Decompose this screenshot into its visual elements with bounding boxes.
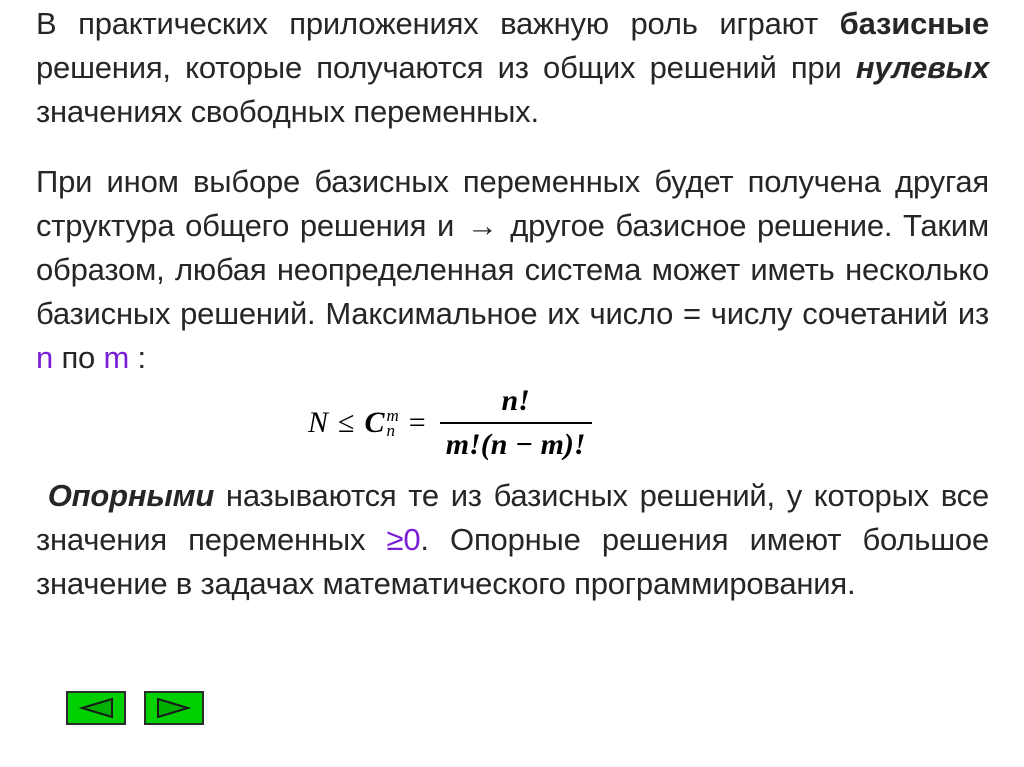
emphasis-basis: базисные [839,6,989,41]
formula-c: C [364,406,385,439]
formula-denominator: m!(n − m)! [440,422,592,462]
paragraph-basis-solutions [36,2,989,134]
triangle-right-icon [154,696,194,720]
formula-equals: = [408,406,426,439]
formula-relation: ≤ [338,406,355,439]
previous-slide-button[interactable] [66,691,126,725]
ge-zero: ≥0 [386,522,421,557]
next-slide-button[interactable] [144,691,204,725]
paragraph-basis-count [36,160,989,380]
emphasis-zero: нулевых [855,50,989,85]
text: значениях свободных переменных. [36,94,539,129]
text: называются те из базисных решений, у которых все значения переменных [36,478,989,557]
text: по [53,340,104,375]
arrow-right-icon: → [466,208,498,243]
text: другое базисное решение. Таким образом, любая неопределенная система может иметь несколько базисных решений. Максимальное их число = числу сочетаний из [36,208,990,331]
formula-indices [387,408,399,438]
paragraph-support-solutions [36,474,989,606]
formula-numerator: n! [501,384,530,417]
formula-sup: m [386,406,399,425]
formula-lhs: N [308,406,329,439]
combination-formula [308,384,592,462]
emphasis-support: Опорными [47,478,215,513]
text: : [129,340,146,375]
formula-fraction [440,384,592,462]
triangle-left-icon [76,696,116,720]
text: . Опорные решения имеют большое значение в задачах математического программирования. [36,522,989,601]
variable-m: m [103,340,130,375]
variable-n: n [36,340,54,375]
text: При ином выборе базисных переменных будет получена другая структура общего решения и [36,164,989,243]
text: решения, которые получаются из общих решений при [36,50,856,85]
text: В практических приложениях важную роль играют [36,6,840,41]
formula-sub: n [386,421,395,440]
